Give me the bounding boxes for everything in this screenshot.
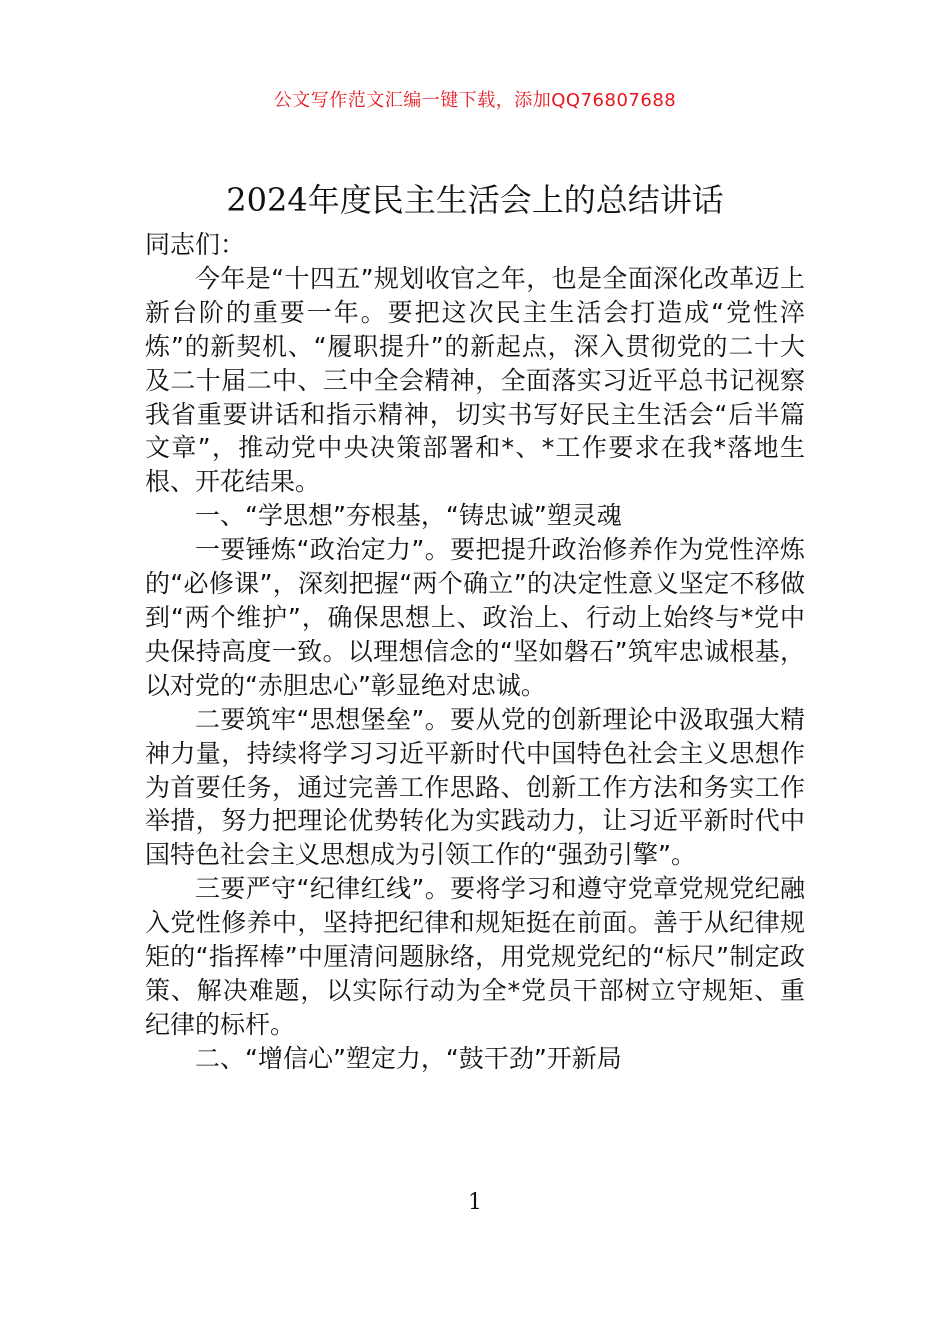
download-notice: 公文写作范文汇编一键下载，添加QQ76807688 bbox=[273, 90, 677, 111]
paragraph-political-focus: 一要锤炼“政治定力”。要把提升政治修养作为党性淬炼的“必修课”，深刻把握“两个确立”的决定性意义坚定不移做到“两个维护”，确保思想上、政治上、行动上始终与*党中央保持高度一致。以理想信念的“坚如磐石”筑牢忠诚根基，以对党的“赤胆忠心”彰显绝对忠诚。 bbox=[145, 535, 805, 700]
document-title: 2024年度民主生活会上的总结讲话 bbox=[226, 181, 724, 219]
section-heading-2: 二、“增信心”塑定力，“鼓干劲”开新局 bbox=[195, 1043, 622, 1073]
greeting: 同志们： bbox=[145, 230, 246, 259]
paragraph-discipline-line: 三要严守“纪律红线”。要将学习和遵守党章党规党纪融入党性修养中，坚持把纪律和规矩挺在前面。善于从纪律规矩的“指挥棒”中厘清问题脉络，用党规党纪的“标尺”制定政策、解决难题，以实际行动为全*党员干部树立守规矩、重纪律的标杆。 bbox=[145, 874, 805, 1039]
paragraph-ideological-fortress: 二要筑牢“思想堡垒”。要从党的创新理论中汲取强大精神力量，持续将学习习近平新时代中国特色社会主义思想作为首要任务，通过完善工作思路、创新工作方法和务实工作举措，努力把理论优势转化为实践动力，让习近平新时代中国特色社会主义思想成为引领工作的“强劲引擎”。 bbox=[145, 704, 805, 870]
page-number: 1 bbox=[468, 1190, 482, 1215]
paragraph-intro: 今年是“十四五”规划收官之年，也是全面深化改革迈上新台阶的重要一年。要把这次民主生活会打造成“党性淬炼”的新契机、“履职提升”的新起点，深入贯彻党的二十大及二十届二中、三中全会精神，全面落实习近平总书记视察我省重要讲话和指示精神，切实书写好民主生活会“后半篇文章”，推动党中央决策部署和*、*工作要求在我*落地生根、开花结果。 bbox=[145, 263, 805, 497]
document-body bbox=[145, 228, 805, 1076]
section-heading-1: 一、“学思想”夯根基，“铸忠诚”塑灵魂 bbox=[195, 501, 622, 531]
